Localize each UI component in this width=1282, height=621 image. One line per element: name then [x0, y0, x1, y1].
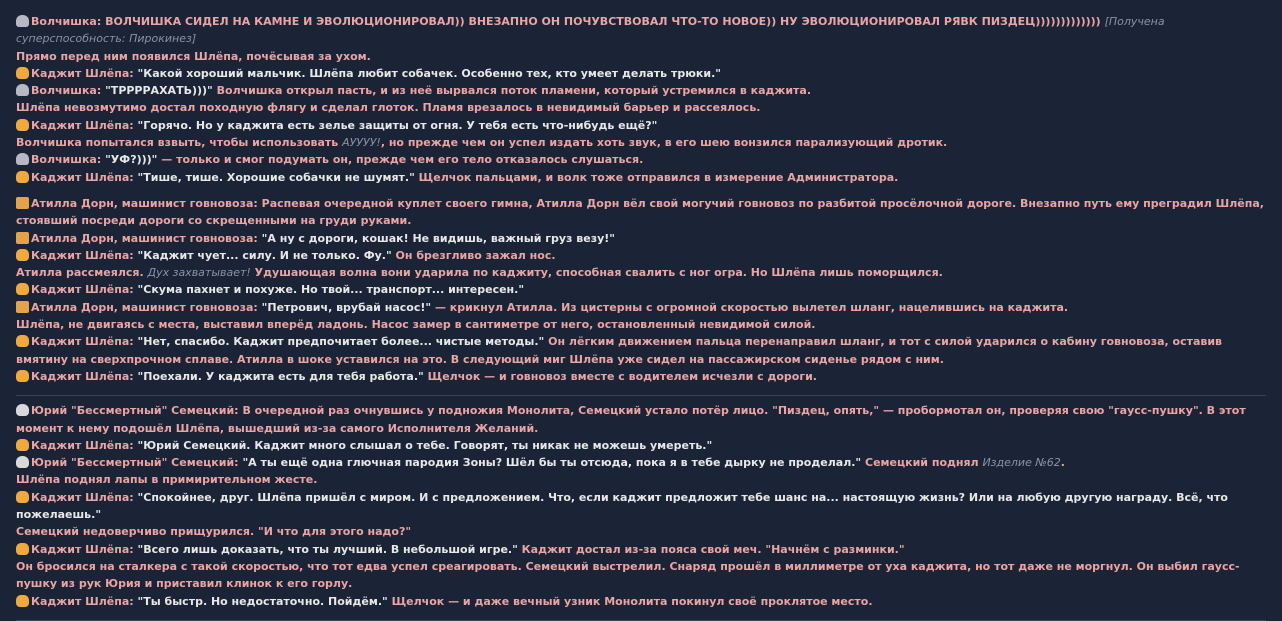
message-line: [16, 169, 1266, 186]
speaker-name: Юрий "Бессмертный" Семецкий:: [31, 404, 239, 418]
cat-face-icon: [16, 249, 29, 261]
speaker-name: Волчишка:: [31, 153, 102, 167]
speaker-name: Каджит Шлёпа:: [31, 283, 134, 297]
message-line: [16, 230, 1266, 247]
speaker-name: Атилла Дорн, машинист говновоза:: [31, 300, 258, 314]
cat-face-icon: [16, 283, 29, 295]
cat-face-icon: [16, 67, 29, 79]
ability-name: АУУУУ!: [342, 136, 381, 150]
narration-text: Волчишка попытался взвыть, чтобы использовать: [16, 136, 339, 150]
message-line: [16, 333, 1266, 368]
message-text: Щелчок пальцами, и волк тоже отправился в измерение Администратора.: [418, 170, 899, 184]
wolf-icon: [16, 15, 29, 27]
speech-text: "Юрий Семецкий. Каджит много слышал о тебе. Говорят, ты никак не можешь умереть.": [137, 438, 713, 452]
cat-face-icon: [16, 439, 29, 451]
speaker-name: Каджит Шлёпа:: [31, 594, 134, 608]
speech-text: "УФ?)))": [105, 153, 158, 167]
speech-text: "Спокойнее, друг. Шлёпа пришёл с миром. И с предложением. Что, если каджит предложит тебе шанс на... настоящую жизнь? Или на любую другую награду. Всё, что пожелаешь.": [16, 490, 1228, 522]
message-text: Распевая очередной куплет своего гимна, Атилла Дорн вёл свой могучий говновоз по разбитой просёлочной дороге. Внезапно путь ему преградил Шлёпа, стоявший посреди дороги со скрещенными на груди руками.: [16, 196, 1264, 228]
speech-text: "Горячо. Но у каджита есть зелье защиты от огня. У тебя есть что-нибудь ещё?": [137, 118, 658, 132]
speech-text: "Тише, тише. Хорошие собачки не шумят.": [137, 170, 415, 184]
speaker-name: Каджит Шлёпа:: [31, 542, 134, 556]
message-text: ВОЛЧИШКА СИДЕЛ НА КАМНЕ И ЭВОЛЮЦИОНИРОВАЛ)) ВНЕЗАПНО ОН ПОЧУВСТВОВАЛ ЧТО-ТО НОВОЕ)) НУ ЭВОЛЮЦИОНИРОВАЛ РЯВК ПИЗДЕЦ))))))))))))): [105, 15, 1101, 28]
speech-text: "А ты ещё одна глючная пародия Зоны? Шёл бы ты отсюда, пока я в тебе дырку не проделал.": [242, 456, 862, 470]
message-text: В очередной раз очнувшись у подножия Монолита, Семецкий устало потёр лицо. "Пиздец, опять," — пробормотал он, проверяя свою "гаусс-пушку". В этот момент к нему подошёл Шлёпа, вышедший из-за самого Исполнителя Желаний.: [16, 404, 1246, 435]
speaker-name: Волчишка:: [31, 84, 102, 98]
message-text: Он брезгливо зажал нос.: [395, 248, 556, 262]
speech-text: "Каджит чует... силу. И не только. Фу.": [137, 248, 392, 262]
message-line: [16, 437, 1266, 454]
narration-text: , но прежде чем он успел издать хоть звук, в его шею вонзился парализующий дротик.: [380, 136, 948, 150]
speaker-name: Каджит Шлёпа:: [31, 118, 134, 132]
message-line: [16, 489, 1266, 524]
message-line: [16, 593, 1266, 610]
message-line: [16, 151, 1266, 168]
narration-line: Прямо перед ним появился Шлёпа, почёсывая за ухом.: [16, 49, 371, 63]
wolf-icon: [16, 84, 29, 96]
message-line: [16, 65, 1266, 82]
wolf-icon: [16, 153, 29, 165]
message-line: [16, 541, 1266, 558]
speaker-name: Волчишка:: [31, 15, 102, 28]
truck-icon: [16, 232, 29, 244]
speaker-name: Юрий "Бессмертный" Семецкий:: [31, 456, 239, 470]
divider: [16, 395, 1266, 396]
message-line: [16, 402, 1266, 437]
speech-text: "Какой хороший мальчик. Шлёпа любит собачек. Особенно тех, кто умеет делать трюки.": [137, 66, 721, 80]
narration-line: [16, 264, 1266, 281]
message-line: [16, 117, 1266, 134]
message-text: Волчишка открыл пасть, и из неё вырвался поток пламени, который устремился в каджита.: [216, 84, 812, 98]
narration-line: Он бросился на сталкера с такой скоростью, что тот едва успел среагировать. Семецкий выстрелил. Снаряд прошёл в миллиметре от уха каджита, но тот даже не моргнул. Он выбил гаусс-пушку из рук Юрия и приставил клинок к его горлу.: [16, 559, 1240, 591]
truck-icon: [16, 301, 29, 313]
speaker-name: Атилла Дорн, машинист говновоза:: [31, 196, 258, 210]
speech-text: "ТРРРРАХАТЬ)))": [105, 84, 213, 98]
cat-face-icon: [16, 171, 29, 183]
cat-face-icon: [16, 370, 29, 382]
message-text: Семецкий поднял: [865, 456, 979, 470]
skull-icon: [16, 404, 29, 416]
message-text: — крикнул Атилла. Из цистерны с огромной скоростью вылетел шланг, нацелившись на каджита.: [434, 300, 1069, 314]
speech-text: "А ну с дороги, кошак! Не видишь, важный груз везу!": [261, 231, 615, 245]
message-line: [16, 368, 1266, 385]
speech-text: "Поехали. У каджита есть для тебя работа.": [137, 369, 424, 383]
message-line: [16, 281, 1266, 298]
message-line: [16, 195, 1266, 230]
message-text: Он лёгким движением пальца перенаправил шланг, и тот с силой ударился о кабину говновоза, оставив вмятину на сверхпрочном сплаве. Атилла в шоке уставился на это. В следующий миг Шлёпа уже сидел на пассажирском сиденье рядом с ним.: [16, 335, 1223, 366]
narration-text: Удушающая волна вони ударила по каджиту, способная свалить с ног огра. Но Шлёпа лишь поморщился.: [254, 266, 943, 280]
speaker-name: Каджит Шлёпа:: [31, 170, 134, 184]
ability-name: Дух захватывает!: [147, 266, 251, 280]
cat-face-icon: [16, 595, 29, 607]
narration-text: Атилла рассмеялся.: [16, 266, 144, 280]
spacer: [16, 186, 1266, 195]
speech-text: "Нет, спасибо. Каджит предпочитает более... чистые методы.": [137, 335, 545, 349]
narration-line: Шлёпа невозмутимо достал походную флягу и сделал глоток. Пламя врезалось в невидимый барьер и рассеялось.: [16, 101, 761, 115]
punctuation: .: [1060, 456, 1065, 470]
message-text: — только и смог подумать он, прежде чем его тело отказалось слушаться.: [161, 153, 644, 167]
message-text: Каджит достал из-за пояса свой меч. "Начнём с разминки.": [521, 542, 905, 556]
message-text: Щелчок — и даже вечный узник Монолита покинул своё проклятое место.: [391, 594, 873, 608]
speaker-name: Каджит Шлёпа:: [31, 438, 134, 452]
system-note: [Получена суперспособность: Пирокинез]: [16, 15, 1165, 46]
cat-face-icon: [16, 119, 29, 131]
cat-face-icon: [16, 543, 29, 555]
speech-text: "Петрович, врубай насос!": [261, 300, 432, 314]
message-line: [16, 454, 1266, 471]
speaker-name: Каджит Шлёпа:: [31, 369, 134, 383]
speaker-name: Каджит Шлёпа:: [31, 490, 134, 504]
narration-line: [16, 134, 1266, 151]
cat-face-icon: [16, 335, 29, 347]
message-line: [16, 13, 1266, 48]
speaker-name: Атилла Дорн, машинист говновоза:: [31, 231, 258, 245]
speaker-name: Каджит Шлёпа:: [31, 335, 134, 349]
truck-icon: [16, 197, 29, 209]
cat-face-icon: [16, 491, 29, 503]
message-line: [16, 247, 1266, 264]
message-line: [16, 299, 1266, 316]
speaker-name: Каджит Шлёпа:: [31, 248, 134, 262]
speech-text: "Скума пахнет и похуже. Но твой... транспорт... интересен.": [137, 283, 525, 297]
narration-line: Шлёпа, не двигаясь с места, выставил вперёд ладонь. Насос замер в сантиметре от него, остановленный невидимой силой.: [16, 318, 816, 332]
speech-text: "Всего лишь доказать, что ты лучший. В небольшой игре.": [137, 542, 518, 556]
narration-line: Семецкий недоверчиво прищурился. "И что для этого надо?": [16, 525, 412, 539]
narration-line: Шлёпа поднял лапы в примирительном жесте.: [16, 473, 318, 487]
item-name: Изделие №62: [982, 456, 1061, 470]
speaker-name: Каджит Шлёпа:: [31, 66, 134, 80]
speech-text: "Ты быстр. Но недостаточно. Пойдём.": [137, 594, 388, 608]
message-line: [16, 82, 1266, 99]
skull-icon: [16, 456, 29, 468]
message-text: Щелчок — и говновоз вместе с водителем исчезли с дороги.: [427, 369, 817, 383]
